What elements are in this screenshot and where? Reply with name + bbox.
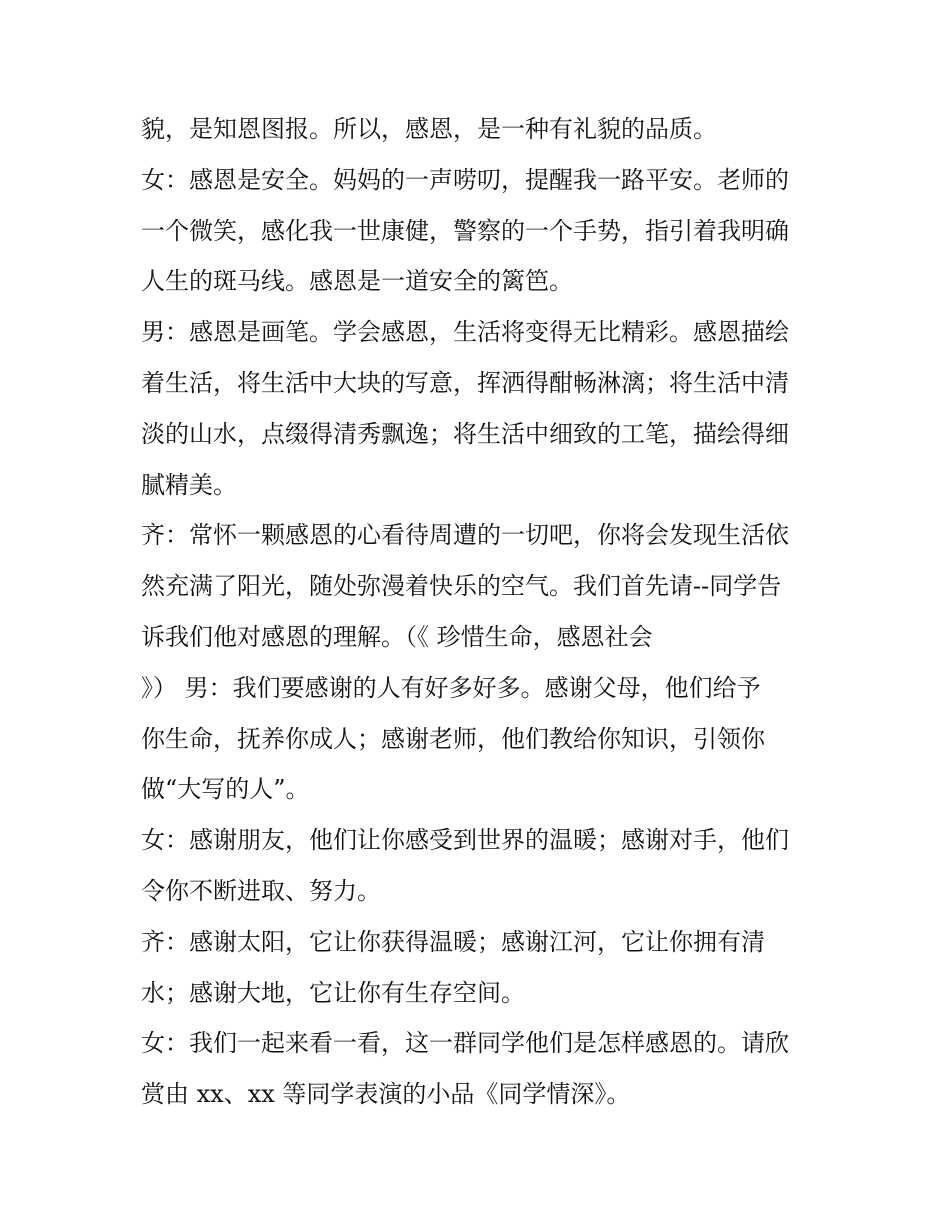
text-line: 令你不断进取、努力。	[141, 876, 381, 905]
text-line: 貌，是知恩图报。所以，感恩，是一种有礼貌的品质。	[141, 115, 717, 143]
text-line: 赏由 xx、xx 等同学表演的小品《同学情深》。	[141, 1080, 631, 1109]
text-line: 人生的斑马线。感恩是一道安全的篱笆。	[141, 267, 573, 296]
text-line: 淡的山水，点缀得清秀飘逸；将生活中细致的工笔，描绘得细	[141, 419, 789, 448]
text-line: 你生命，抚养你成人；感谢老师，他们教给你知识，引领你	[141, 724, 765, 753]
text-line: 齐：常怀一颗感恩的心看待周遭的一切吧，你将会发现生活依	[141, 521, 789, 550]
text-line: 腻精美。	[141, 470, 237, 499]
text-line: 诉我们他对感恩的理解。（《 珍惜生命，感恩社会	[141, 622, 653, 651]
text-line: 着生活，将生活中大块的写意，挥洒得酣畅淋漓；将生活中清	[141, 368, 789, 397]
script-text	[141, 104, 821, 1120]
text-line: 》） 男：我们要感谢的人有好多好多。感谢父母，他们给予	[141, 673, 761, 702]
text-line: 水；感谢大地，它让你有生存空间。	[141, 978, 525, 1007]
text-line: 一个微笑，感化我一世康健，警察的一个手势，指引着我明确	[141, 216, 789, 245]
text-line: 做“大写的人”。	[141, 775, 310, 804]
text-line: 男：感恩是画笔。学会感恩，生活将变得无比精彩。感恩描绘	[141, 318, 789, 347]
text-line: 齐：感谢太阳，它让你获得温暖；感谢江河，它让你拥有清	[141, 927, 765, 956]
text-line: 女：感谢朋友，他们让你感受到世界的温暖；感谢对手，他们	[141, 826, 789, 855]
text-line: 然充满了阳光，随处弥漫着快乐的空气。我们首先请--同学告	[141, 572, 782, 601]
text-line: 女：感恩是安全。妈妈的一声唠叨，提醒我一路平安。老师的	[141, 165, 789, 194]
text-line: 女：我们一起来看一看，这一群同学他们是怎样感恩的。请欣	[141, 1029, 789, 1058]
